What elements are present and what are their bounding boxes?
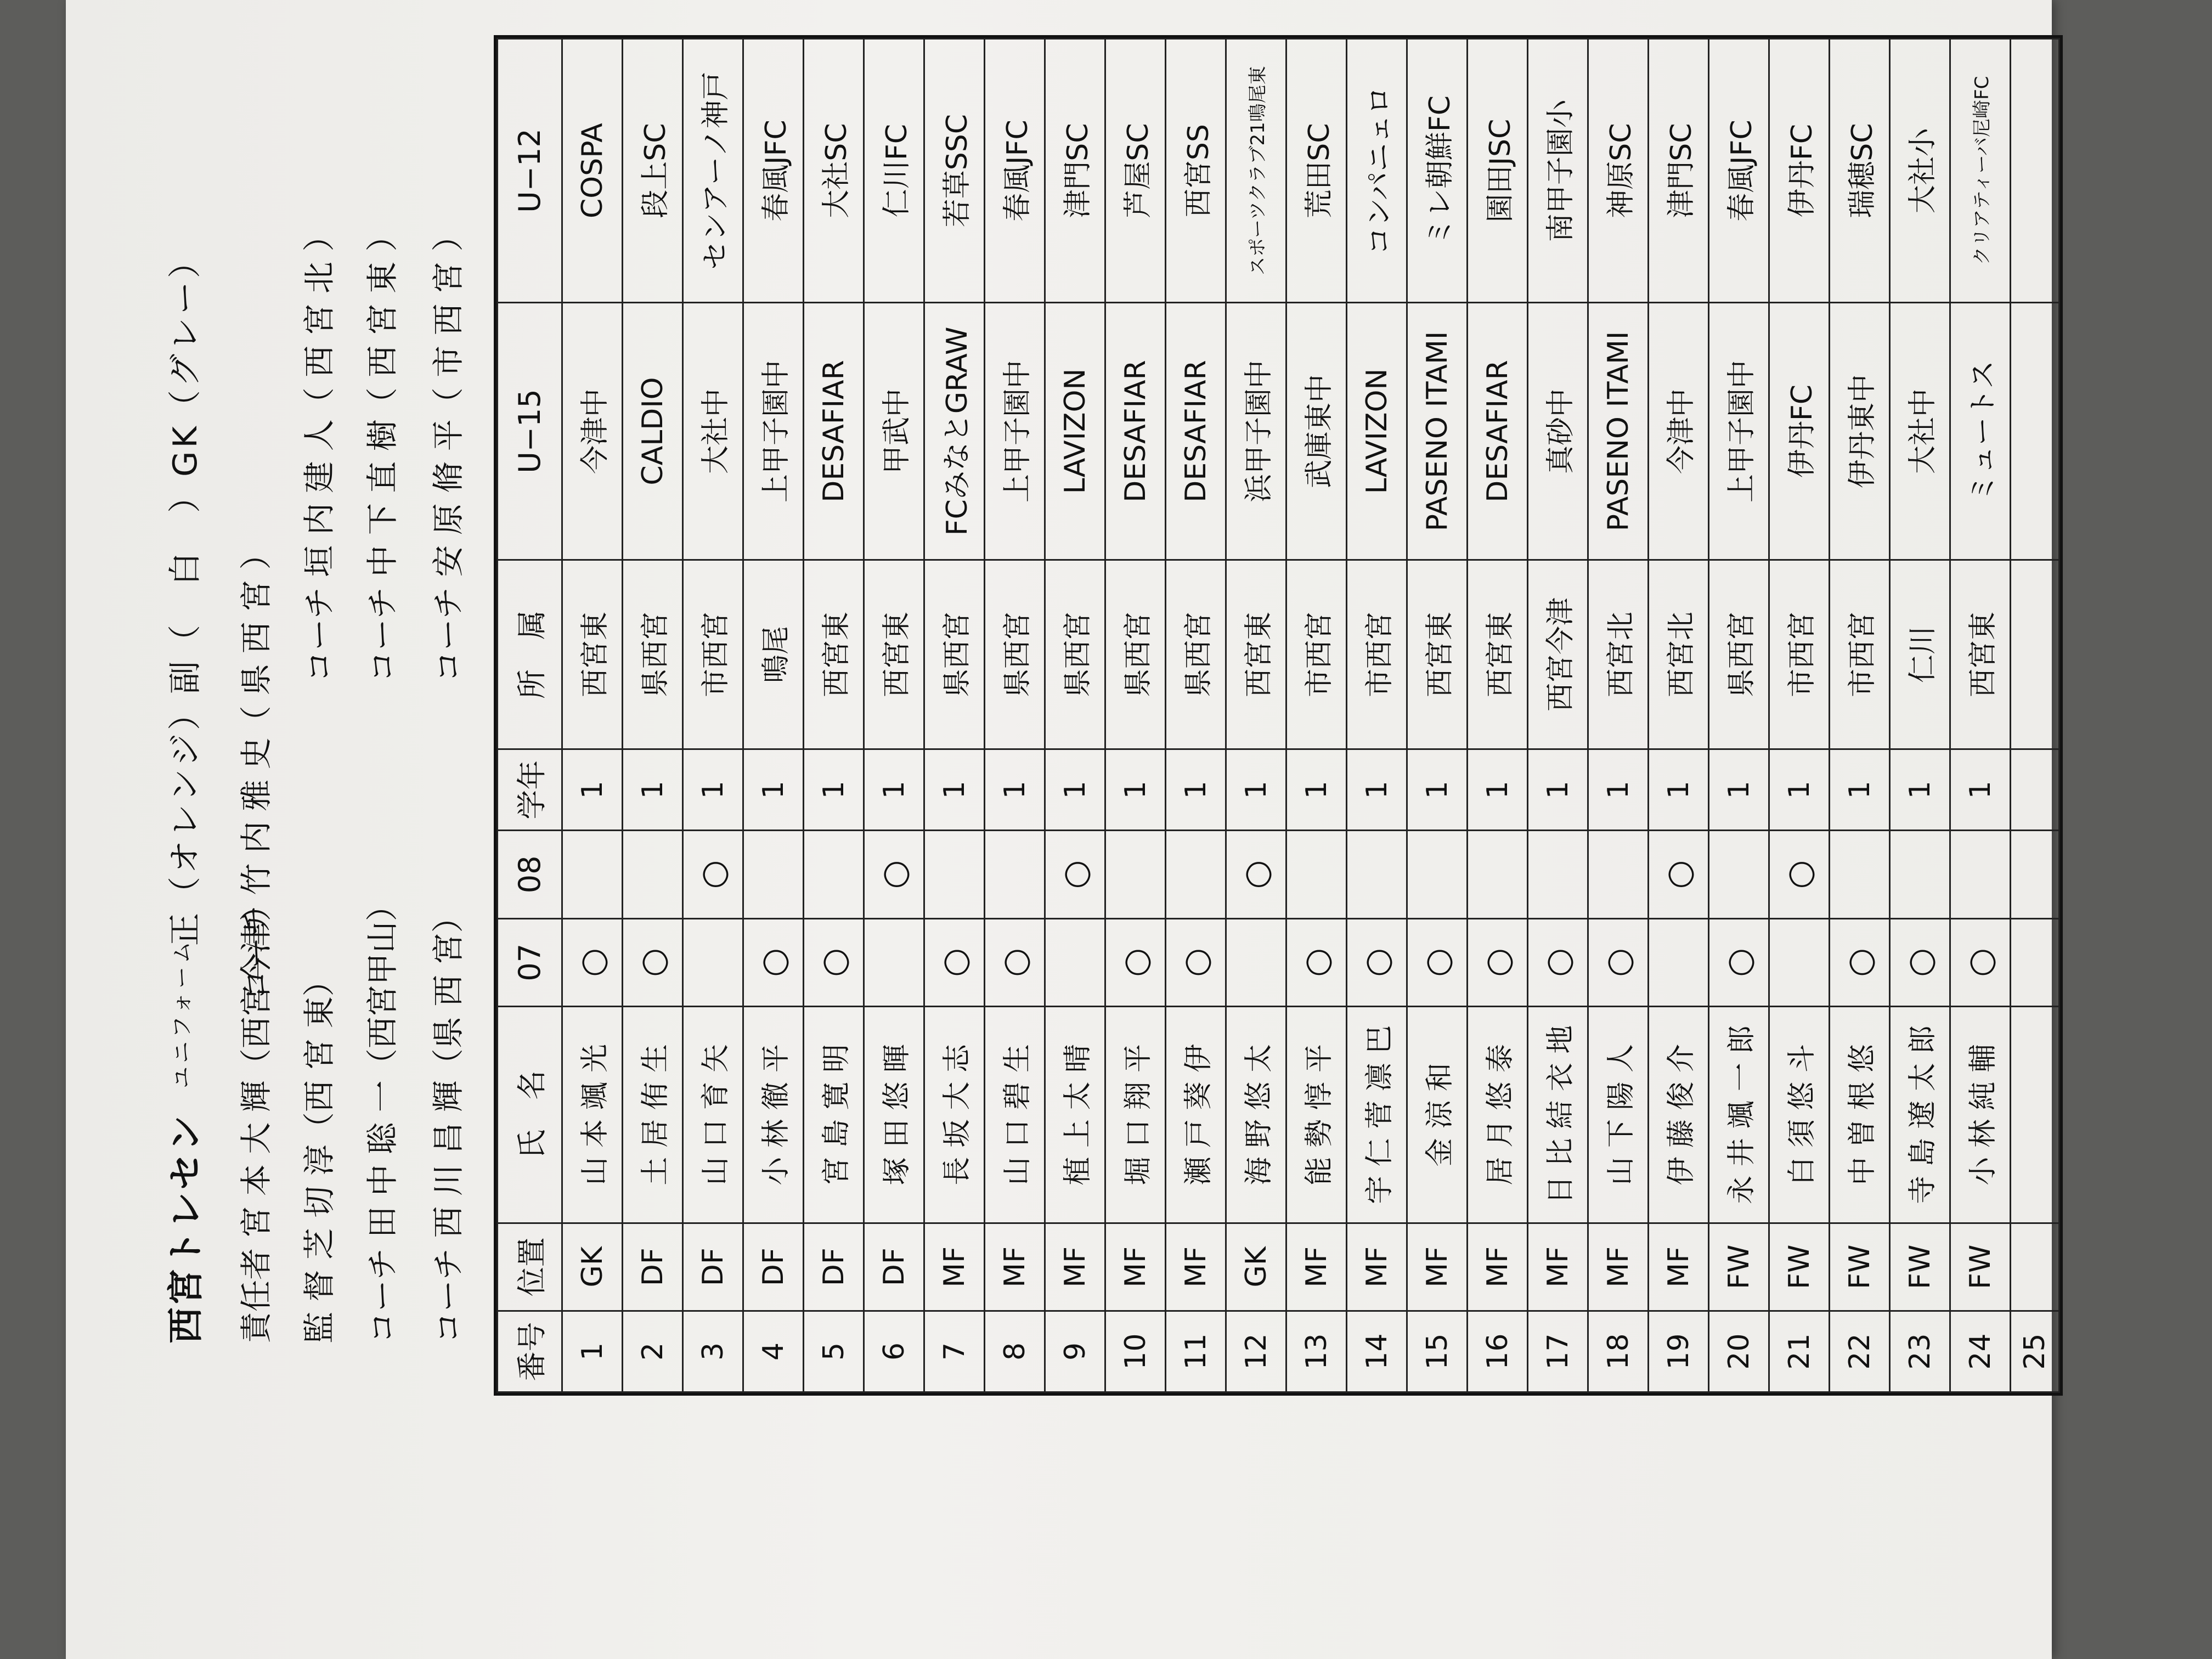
cell-number: 25 xyxy=(2011,1311,2059,1392)
cell-number: 21 xyxy=(1769,1311,1830,1392)
cell-u12-team: 春風JFC xyxy=(743,39,804,303)
cell-position: DF xyxy=(623,1223,683,1311)
cell-affiliation: 県西宮 xyxy=(1166,560,1226,749)
cell-position: MF xyxy=(1468,1223,1528,1311)
cell-number: 22 xyxy=(1830,1311,1890,1392)
cell-number: 6 xyxy=(864,1311,924,1392)
cell-grade: 1 xyxy=(1830,749,1890,831)
cell-position: GK xyxy=(1226,1223,1286,1311)
cell-grade: 1 xyxy=(1709,749,1769,831)
table-row xyxy=(1226,39,1286,1392)
cell-grade: 1 xyxy=(623,749,683,831)
cell-number: 8 xyxy=(985,1311,1045,1392)
table-row xyxy=(1286,39,1347,1392)
cell-u15-team: 伊丹FC xyxy=(1769,303,1830,560)
cell-name: 宇 仁 菅 凛 巴 xyxy=(1347,1006,1407,1223)
cell-number: 17 xyxy=(1528,1311,1588,1392)
cell-u15-team: ミュートス xyxy=(1950,303,2011,560)
cell-u12-team: 神原SC xyxy=(1588,39,1649,303)
table-row xyxy=(1588,39,1649,1392)
cell-mark-08 xyxy=(985,831,1045,918)
cell-mark-07: ○ xyxy=(985,918,1045,1006)
table-row xyxy=(1709,39,1769,1392)
cell-affiliation: 県西宮 xyxy=(623,560,683,749)
table-row xyxy=(1769,39,1830,1392)
cell-mark-07: ○ xyxy=(1709,918,1769,1006)
cell-position: MF xyxy=(1528,1223,1588,1311)
cell-grade: 1 xyxy=(1407,749,1468,831)
cell-grade: 1 xyxy=(864,749,924,831)
cell-mark-07 xyxy=(864,918,924,1006)
cell-mark-08 xyxy=(1528,831,1588,918)
cell-name: 中 曽 根 悠 xyxy=(1830,1006,1890,1223)
cell-grade: 1 xyxy=(804,749,864,831)
cell-mark-07: ○ xyxy=(1166,918,1226,1006)
cell-u12-team: 春風JFC xyxy=(1709,39,1769,303)
cell-position: FW xyxy=(1890,1223,1950,1311)
cell-name: 宮 島 寛 明 xyxy=(804,1006,864,1223)
cell-mark-08 xyxy=(743,831,804,918)
staff-coach-nishikawa: コーチ 西 川 昌 輝（県 西 宮） xyxy=(430,901,467,1344)
cell-number: 15 xyxy=(1407,1311,1468,1392)
cell-u15-team: DESAFIAR xyxy=(1166,303,1226,560)
staff-manager-in-charge: 責任者 宮 本 大 輝（西宮今津） xyxy=(238,889,275,1344)
cell-mark-07: ○ xyxy=(1347,918,1407,1006)
table-row xyxy=(1105,39,1166,1392)
cell-name: 塚 田 悠 暉 xyxy=(864,1006,924,1223)
cell-u12-team: 瑞穂SC xyxy=(1830,39,1890,303)
cell-grade: 1 xyxy=(562,749,623,831)
cell-name: 日 比 結 衣 地 xyxy=(1528,1006,1588,1223)
header-affiliation: 所 属 xyxy=(498,560,562,749)
cell-position: DF xyxy=(743,1223,804,1311)
cell-number: 9 xyxy=(1045,1311,1105,1392)
cell-position: MF xyxy=(1649,1223,1709,1311)
cell-number: 5 xyxy=(804,1311,864,1392)
cell-affiliation: 西宮東 xyxy=(864,560,924,749)
cell-mark-07 xyxy=(1769,918,1830,1006)
cell-grade: 1 xyxy=(924,749,985,831)
cell-number: 19 xyxy=(1649,1311,1709,1392)
cell-number: 2 xyxy=(623,1311,683,1392)
cell-grade: 1 xyxy=(1769,749,1830,831)
cell-mark-08 xyxy=(1830,831,1890,918)
header-07: 07 xyxy=(498,918,562,1006)
cell-u15-team: 真砂中 xyxy=(1528,303,1588,560)
cell-u15-team xyxy=(2011,303,2059,560)
cell-u12-team: センアーノ神戸 xyxy=(683,39,743,303)
cell-number: 3 xyxy=(683,1311,743,1392)
cell-u12-team: スポーツクラブ21鳴尾東 xyxy=(1226,39,1286,303)
cell-name: 植 上 太 晴 xyxy=(1045,1006,1105,1223)
cell-grade: 1 xyxy=(1105,749,1166,831)
cell-affiliation: 県西宮 xyxy=(985,560,1045,749)
cell-grade: 1 xyxy=(1890,749,1950,831)
cell-u15-team: 武庫東中 xyxy=(1286,303,1347,560)
table-row xyxy=(1045,39,1105,1392)
table-row xyxy=(1166,39,1226,1392)
cell-grade: 1 xyxy=(1528,749,1588,831)
cell-mark-08 xyxy=(623,831,683,918)
staff-head-coach: 監 督 芝 切 淳（西 宮 東） xyxy=(301,964,338,1344)
table-header-row xyxy=(498,39,562,1392)
cell-mark-07 xyxy=(683,918,743,1006)
cell-u12-team: COSPA xyxy=(562,39,623,303)
cell-position: MF xyxy=(1045,1223,1105,1311)
cell-u15-team: 浜甲子園中 xyxy=(1226,303,1286,560)
cell-grade: 1 xyxy=(683,749,743,831)
table-row xyxy=(1649,39,1709,1392)
cell-mark-07: ○ xyxy=(1286,918,1347,1006)
cell-grade: 1 xyxy=(1347,749,1407,831)
cell-affiliation: 西宮東 xyxy=(562,560,623,749)
cell-name: 土 居 侑 生 xyxy=(623,1006,683,1223)
cell-position: DF xyxy=(683,1223,743,1311)
cell-u15-team: 上甲子園中 xyxy=(1709,303,1769,560)
cell-grade: 1 xyxy=(985,749,1045,831)
cell-number: 16 xyxy=(1468,1311,1528,1392)
cell-number: 10 xyxy=(1105,1311,1166,1392)
roster-table xyxy=(494,35,2063,1396)
header-number: 番号 xyxy=(498,1311,562,1392)
cell-affiliation: 鳴尾 xyxy=(743,560,804,749)
header-name: 氏 名 xyxy=(498,1006,562,1223)
cell-name: 小 林 純 輔 xyxy=(1950,1006,2011,1223)
cell-position: MF xyxy=(1105,1223,1166,1311)
cell-position: MF xyxy=(924,1223,985,1311)
cell-number: 7 xyxy=(924,1311,985,1392)
header-position: 位置 xyxy=(498,1223,562,1311)
cell-affiliation: 仁川 xyxy=(1890,560,1950,749)
table-row xyxy=(1950,39,2011,1392)
cell-name xyxy=(2011,1006,2059,1223)
cell-mark-07 xyxy=(2011,918,2059,1006)
cell-u12-team: 園田JSC xyxy=(1468,39,1528,303)
cell-position: MF xyxy=(1588,1223,1649,1311)
cell-u15-team: PASENO ITAMI xyxy=(1407,303,1468,560)
table-row xyxy=(1347,39,1407,1392)
cell-mark-07: ○ xyxy=(1468,918,1528,1006)
cell-mark-07 xyxy=(1045,918,1105,1006)
table-row xyxy=(1468,39,1528,1392)
cell-u12-team: 津門SC xyxy=(1045,39,1105,303)
cell-u15-team: CALDIO xyxy=(623,303,683,560)
cell-u12-team: 伊丹FC xyxy=(1769,39,1830,303)
cell-u12-team: 大社SC xyxy=(804,39,864,303)
cell-u15-team: 上甲子園中 xyxy=(743,303,804,560)
table-row xyxy=(804,39,864,1392)
header-u12: U−12 xyxy=(498,39,562,303)
cell-name: 伊 藤 俊 介 xyxy=(1649,1006,1709,1223)
cell-u12-team: 荒田SC xyxy=(1286,39,1347,303)
cell-position: MF xyxy=(985,1223,1045,1311)
cell-mark-07: ○ xyxy=(623,918,683,1006)
cell-position: DF xyxy=(864,1223,924,1311)
cell-position: MF xyxy=(1286,1223,1347,1311)
cell-grade: 1 xyxy=(1226,749,1286,831)
cell-affiliation: 県西宮 xyxy=(1045,560,1105,749)
cell-u12-team: 若草SSC xyxy=(924,39,985,303)
cell-mark-08 xyxy=(1347,831,1407,918)
cell-name: 瀬 戸 葵 伊 xyxy=(1166,1006,1226,1223)
cell-affiliation: 市西宮 xyxy=(1769,560,1830,749)
cell-number: 24 xyxy=(1950,1311,2011,1392)
header-u15: U−15 xyxy=(498,303,562,560)
cell-grade: 1 xyxy=(1045,749,1105,831)
cell-mark-07 xyxy=(1226,918,1286,1006)
table-row xyxy=(683,39,743,1392)
cell-mark-08: ○ xyxy=(864,831,924,918)
cell-mark-07: ○ xyxy=(1105,918,1166,1006)
cell-mark-08 xyxy=(1166,831,1226,918)
header-grade: 学年 xyxy=(498,749,562,831)
table-row xyxy=(562,39,623,1392)
cell-number: 1 xyxy=(562,1311,623,1392)
cell-mark-08: ○ xyxy=(683,831,743,918)
cell-affiliation xyxy=(2011,560,2059,749)
cell-u15-team: 今津中 xyxy=(562,303,623,560)
cell-u12-team: 仁川FC xyxy=(864,39,924,303)
table-row xyxy=(2011,39,2059,1392)
cell-grade: 1 xyxy=(1166,749,1226,831)
cell-u15-team: DESAFIAR xyxy=(1105,303,1166,560)
cell-affiliation: 県西宮 xyxy=(1105,560,1166,749)
cell-u15-team: 甲武中 xyxy=(864,303,924,560)
cell-mark-07: ○ xyxy=(743,918,804,1006)
cell-mark-07: ○ xyxy=(1890,918,1950,1006)
cell-mark-07 xyxy=(1649,918,1709,1006)
cell-grade: 1 xyxy=(1588,749,1649,831)
cell-u12-team: 西宮SS xyxy=(1166,39,1226,303)
cell-mark-07: ○ xyxy=(1950,918,2011,1006)
cell-mark-07: ○ xyxy=(1528,918,1588,1006)
cell-affiliation: 西宮北 xyxy=(1588,560,1649,749)
cell-mark-08: ○ xyxy=(1045,831,1105,918)
cell-mark-08 xyxy=(1105,831,1166,918)
cell-u15-team: 今津中 xyxy=(1649,303,1709,560)
cell-mark-08: ○ xyxy=(1769,831,1830,918)
staff-coach-nakashita: コーチ 中 下 直 樹（ 西 宮 東 ） xyxy=(364,219,401,682)
cell-u15-team: LAVIZON xyxy=(1347,303,1407,560)
cell-grade: 1 xyxy=(1286,749,1347,831)
cell-number: 20 xyxy=(1709,1311,1769,1392)
uniform-colors: 正（オレンジ）副（ 白 ）GK（グレー） xyxy=(166,242,205,946)
cell-affiliation: 市西宮 xyxy=(1347,560,1407,749)
cell-name: 小 林 徹 平 xyxy=(743,1006,804,1223)
staff-coach-takeuchi: コーチ 竹 内 雅 史（ 県 西 宮 ） xyxy=(238,538,275,1001)
cell-position: DF xyxy=(804,1223,864,1311)
cell-u15-team: 大社中 xyxy=(1890,303,1950,560)
cell-mark-07: ○ xyxy=(804,918,864,1006)
cell-u12-team: 大社小 xyxy=(1890,39,1950,303)
cell-name: 能 勢 惇 平 xyxy=(1286,1006,1347,1223)
cell-mark-07: ○ xyxy=(1588,918,1649,1006)
cell-position: FW xyxy=(1709,1223,1769,1311)
cell-mark-08 xyxy=(924,831,985,918)
cell-u15-team: LAVIZON xyxy=(1045,303,1105,560)
cell-mark-07: ○ xyxy=(924,918,985,1006)
cell-name: 永 井 颯 一 郎 xyxy=(1709,1006,1769,1223)
cell-affiliation: 市西宮 xyxy=(1830,560,1890,749)
cell-position: MF xyxy=(1166,1223,1226,1311)
cell-affiliation: 西宮東 xyxy=(804,560,864,749)
cell-mark-08 xyxy=(1709,831,1769,918)
cell-mark-08 xyxy=(1407,831,1468,918)
cell-name: 海 野 悠 太 xyxy=(1226,1006,1286,1223)
table-row xyxy=(924,39,985,1392)
cell-affiliation: 県西宮 xyxy=(1709,560,1769,749)
cell-mark-07: ○ xyxy=(562,918,623,1006)
cell-position: FW xyxy=(1769,1223,1830,1311)
cell-affiliation: 西宮今津 xyxy=(1528,560,1588,749)
cell-mark-08 xyxy=(2011,831,2059,918)
cell-number: 12 xyxy=(1226,1311,1286,1392)
cell-affiliation: 西宮東 xyxy=(1407,560,1468,749)
cell-grade: 1 xyxy=(743,749,804,831)
staff-coach-kakiuchi: コーチ 垣 内 建 人（ 西 宮 北 ） xyxy=(301,219,338,682)
cell-u12-team: 芦屋SC xyxy=(1105,39,1166,303)
rotated-roster-document xyxy=(66,0,2051,1659)
cell-position: FW xyxy=(1950,1223,2011,1311)
cell-position: GK xyxy=(562,1223,623,1311)
cell-u15-team: FCみなとGRAW xyxy=(924,303,985,560)
cell-name: 山 口 育 矢 xyxy=(683,1006,743,1223)
cell-mark-07: ○ xyxy=(1830,918,1890,1006)
staff-coach-tanaka: コーチ 田 中 聡 一（西宮甲山） xyxy=(364,889,401,1344)
cell-u15-team: 上甲子園中 xyxy=(985,303,1045,560)
cell-affiliation: 市西宮 xyxy=(1286,560,1347,749)
table-row xyxy=(1830,39,1890,1392)
cell-grade: 1 xyxy=(1950,749,2011,831)
cell-u12-team: コンパニェロ xyxy=(1347,39,1407,303)
cell-mark-08 xyxy=(1890,831,1950,918)
cell-u12-team: 津門SC xyxy=(1649,39,1709,303)
cell-mark-08 xyxy=(1588,831,1649,918)
cell-u15-team: DESAFIAR xyxy=(1468,303,1528,560)
cell-number: 14 xyxy=(1347,1311,1407,1392)
cell-u15-team: 大社中 xyxy=(683,303,743,560)
cell-name: 長 坂 大 志 xyxy=(924,1006,985,1223)
header-08: 08 xyxy=(498,831,562,918)
cell-affiliation: 市西宮 xyxy=(683,560,743,749)
cell-u15-team: DESAFIAR xyxy=(804,303,864,560)
cell-name: 堀 口 翔 平 xyxy=(1105,1006,1166,1223)
cell-position xyxy=(2011,1223,2059,1311)
cell-grade: 1 xyxy=(1468,749,1528,831)
cell-grade: 1 xyxy=(1649,749,1709,831)
cell-number: 13 xyxy=(1286,1311,1347,1392)
cell-name: 山 本 颯 光 xyxy=(562,1006,623,1223)
cell-mark-08 xyxy=(562,831,623,918)
cell-name: 居 月 悠 泰 xyxy=(1468,1006,1528,1223)
cell-name: 寺 島 遼 太 郎 xyxy=(1890,1006,1950,1223)
cell-u15-team: PASENO ITAMI xyxy=(1588,303,1649,560)
table-row xyxy=(623,39,683,1392)
table-row xyxy=(1407,39,1468,1392)
cell-mark-08: ○ xyxy=(1649,831,1709,918)
cell-mark-08 xyxy=(804,831,864,918)
cell-u12-team xyxy=(2011,39,2059,303)
cell-name: 白 須 悠 斗 xyxy=(1769,1006,1830,1223)
table-row xyxy=(1528,39,1588,1392)
document-title: 西宮トレセン xyxy=(165,1113,207,1344)
cell-grade xyxy=(2011,749,2059,831)
cell-affiliation: 西宮東 xyxy=(1226,560,1286,749)
cell-affiliation: 西宮東 xyxy=(1468,560,1528,749)
cell-mark-08: ○ xyxy=(1226,831,1286,918)
table-row xyxy=(1890,39,1950,1392)
cell-name: 金 涼 和 xyxy=(1407,1006,1468,1223)
cell-u12-team: クリアティーバ尼崎FC xyxy=(1950,39,2011,303)
cell-number: 11 xyxy=(1166,1311,1226,1392)
cell-mark-07: ○ xyxy=(1407,918,1468,1006)
cell-number: 4 xyxy=(743,1311,804,1392)
table-row xyxy=(864,39,924,1392)
cell-u15-team: 伊丹東中 xyxy=(1830,303,1890,560)
cell-name: 山 口 碧 生 xyxy=(985,1006,1045,1223)
cell-position: FW xyxy=(1830,1223,1890,1311)
cell-position: MF xyxy=(1347,1223,1407,1311)
cell-mark-08 xyxy=(1950,831,2011,918)
cell-mark-08 xyxy=(1468,831,1528,918)
cell-name: 山 下 陽 人 xyxy=(1588,1006,1649,1223)
cell-number: 18 xyxy=(1588,1311,1649,1392)
table-row xyxy=(985,39,1045,1392)
table-row xyxy=(743,39,804,1392)
cell-position: MF xyxy=(1407,1223,1468,1311)
cell-number: 23 xyxy=(1890,1311,1950,1392)
cell-mark-08 xyxy=(1286,831,1347,918)
cell-affiliation: 西宮東 xyxy=(1950,560,2011,749)
cell-u12-team: 春風JFC xyxy=(985,39,1045,303)
cell-u12-team: 段上SC xyxy=(623,39,683,303)
cell-affiliation: 西宮北 xyxy=(1649,560,1709,749)
cell-affiliation: 県西宮 xyxy=(924,560,985,749)
staff-coach-yasuhara: コーチ 安 原 脩 平（ 市 西 宮 ） xyxy=(430,219,467,682)
cell-u12-team: ミレ朝鮮FC xyxy=(1407,39,1468,303)
uniform-label: ユニフォーム xyxy=(170,938,195,1088)
cell-u12-team: 南甲子園小 xyxy=(1528,39,1588,303)
